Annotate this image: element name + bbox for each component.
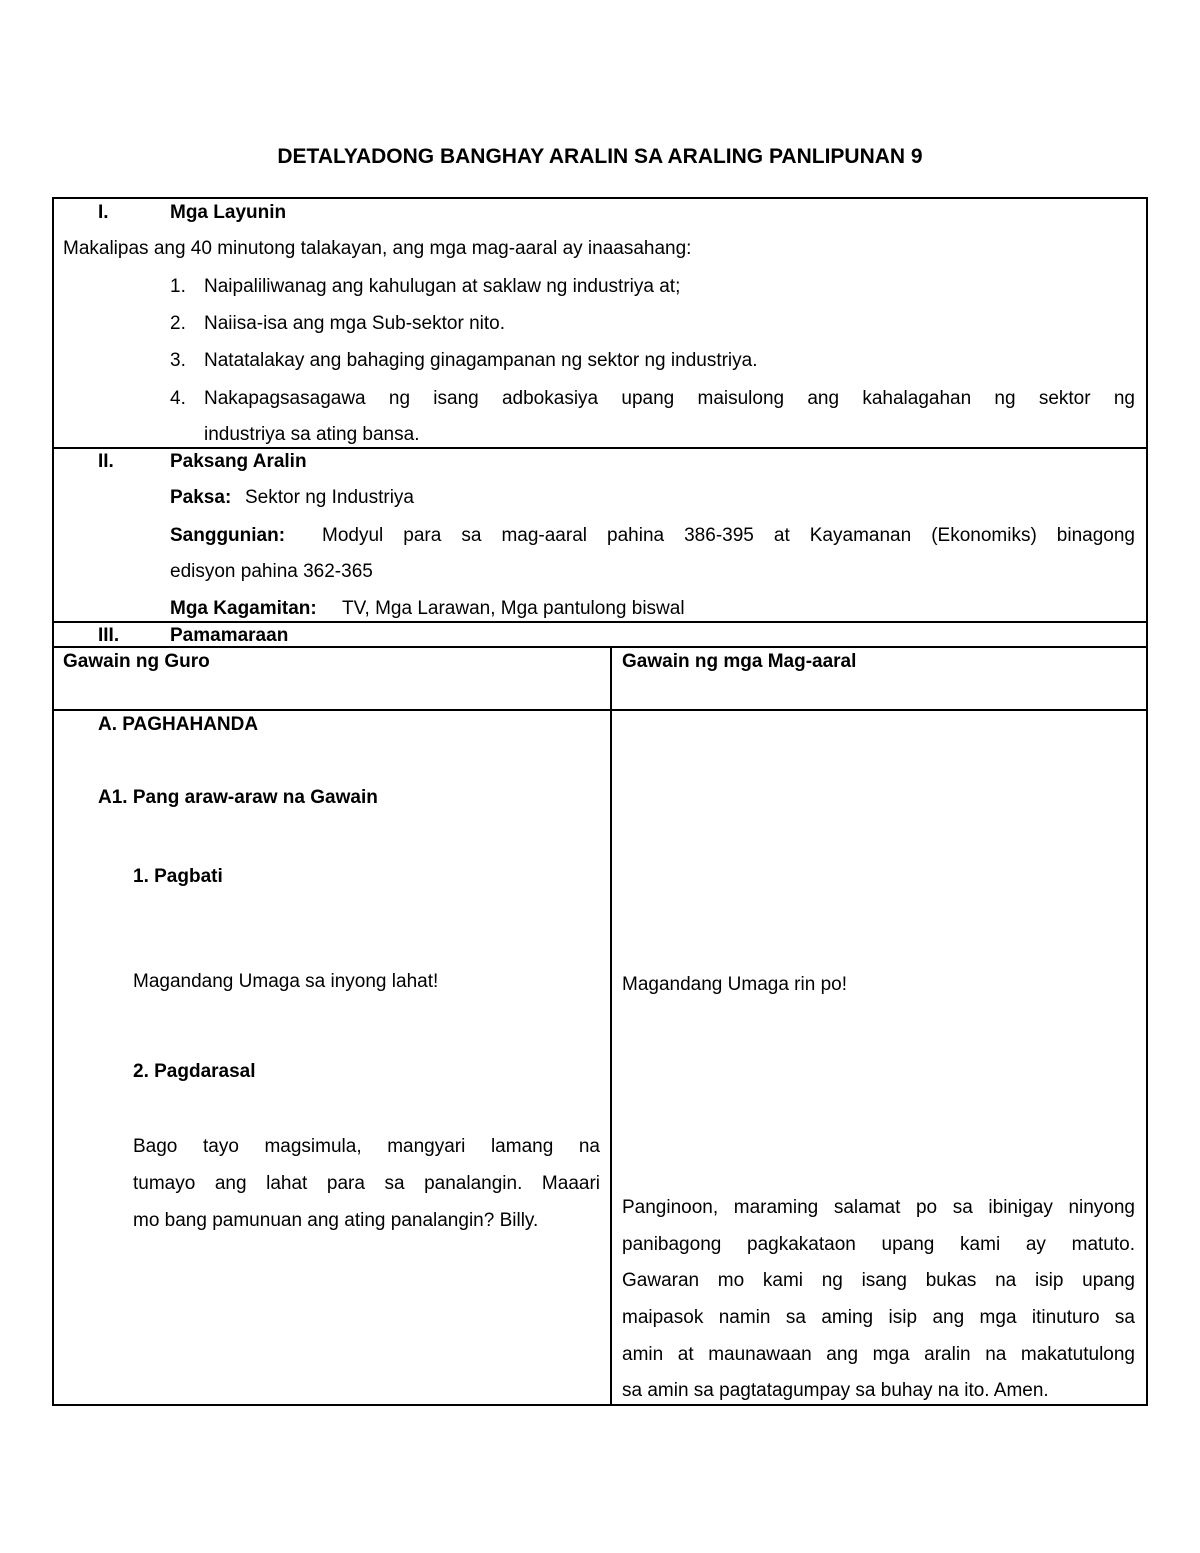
student-prayer-line: panibagong pagkakataon upang kami ay matuto. [622,1234,1135,1255]
student-prayer-line: sa amin sa pagtatagumpay sa buhay na ito. Amen. [622,1380,1049,1401]
pagbati-heading: 1. Pagbati [133,866,223,887]
section-3-number: III. [98,625,120,646]
paksa-label: Paksa: [170,487,232,508]
paksa-value: Sektor ng Industriya [245,487,414,508]
document-title: DETALYADONG BANGHAY ARALIN SA ARALING PANLIPUNAN 9 [277,145,923,168]
section-1-heading: Mga Layunin [170,202,287,223]
section-2-number: II. [98,451,114,472]
objective-text-continuation: industriya sa ating bansa. [204,424,420,445]
teacher-prayer-line: mo bang pamunuan ang ating panalangin? Billy. [133,1210,539,1231]
sanggunian-value-continuation: edisyon pahina 362-365 [170,561,373,582]
section-3-heading: Pamamaraan [170,625,289,646]
objective-text: Nakapagsasagawa ng isang adbokasiya upang maisulong ang kahalagahan ng sektor ng [204,388,1135,409]
column-divider [610,646,612,1406]
objective-number: 2. [170,313,186,334]
daily-activities-heading: A1. Pang araw-araw na Gawain [98,787,378,808]
student-prayer-line: Panginoon, maraming salamat po sa ibinigay ninyong [622,1197,1135,1218]
objective-text: Natatalakay ang bahaging ginagampanan ng sektor ng industriya. [204,350,758,371]
teacher-prayer-line: tumayo ang lahat para sa panalangin. Maaari [133,1173,600,1194]
student-prayer-line: Gawaran mo kami ng isang bukas na isip upang [622,1270,1135,1291]
student-prayer-line: maipasok namin sa aming isip ang mga itinuturo sa [622,1307,1135,1328]
objective-number: 1. [170,276,186,297]
paghahanda-heading: A. PAGHAHANDA [98,714,259,735]
objective-number: 3. [170,350,186,371]
objective-text: Naipaliliwanag ang kahulugan at saklaw ng industriya at; [204,276,681,297]
student-prayer-line: amin at maunawaan ang mga aralin na makatutulong [622,1344,1135,1365]
teacher-greeting: Magandang Umaga sa inyong lahat! [133,971,439,992]
sanggunian-label: Sanggunian: [170,525,286,546]
kagamitan-value: TV, Mga Larawan, Mga pantulong biswal [342,598,685,619]
objectives-intro: Makalipas ang 40 minutong talakayan, ang mga mag-aaral ay inaasahang: [63,238,692,259]
sanggunian-value: Modyul para sa mag-aaral pahina 386-395 at Kayamanan (Ekonomiks) binagong [322,525,1135,546]
objective-text: Naiisa-isa ang mga Sub-sektor nito. [204,313,505,334]
section-1-number: I. [98,202,109,223]
teacher-prayer-line: Bago tayo magsimula, mangyari lamang na [133,1136,600,1157]
objective-number: 4. [170,388,186,409]
teacher-column-header: Gawain ng Guro [63,651,210,672]
student-greeting-reply: Magandang Umaga rin po! [622,974,847,995]
kagamitan-label: Mga Kagamitan: [170,598,317,619]
pagdarasal-heading: 2. Pagdarasal [133,1061,256,1082]
section-2-heading: Paksang Aralin [170,451,307,472]
procedure-table [52,646,1148,1406]
header-divider [52,709,1148,711]
student-column-header: Gawain ng mga Mag-aaral [622,651,857,672]
